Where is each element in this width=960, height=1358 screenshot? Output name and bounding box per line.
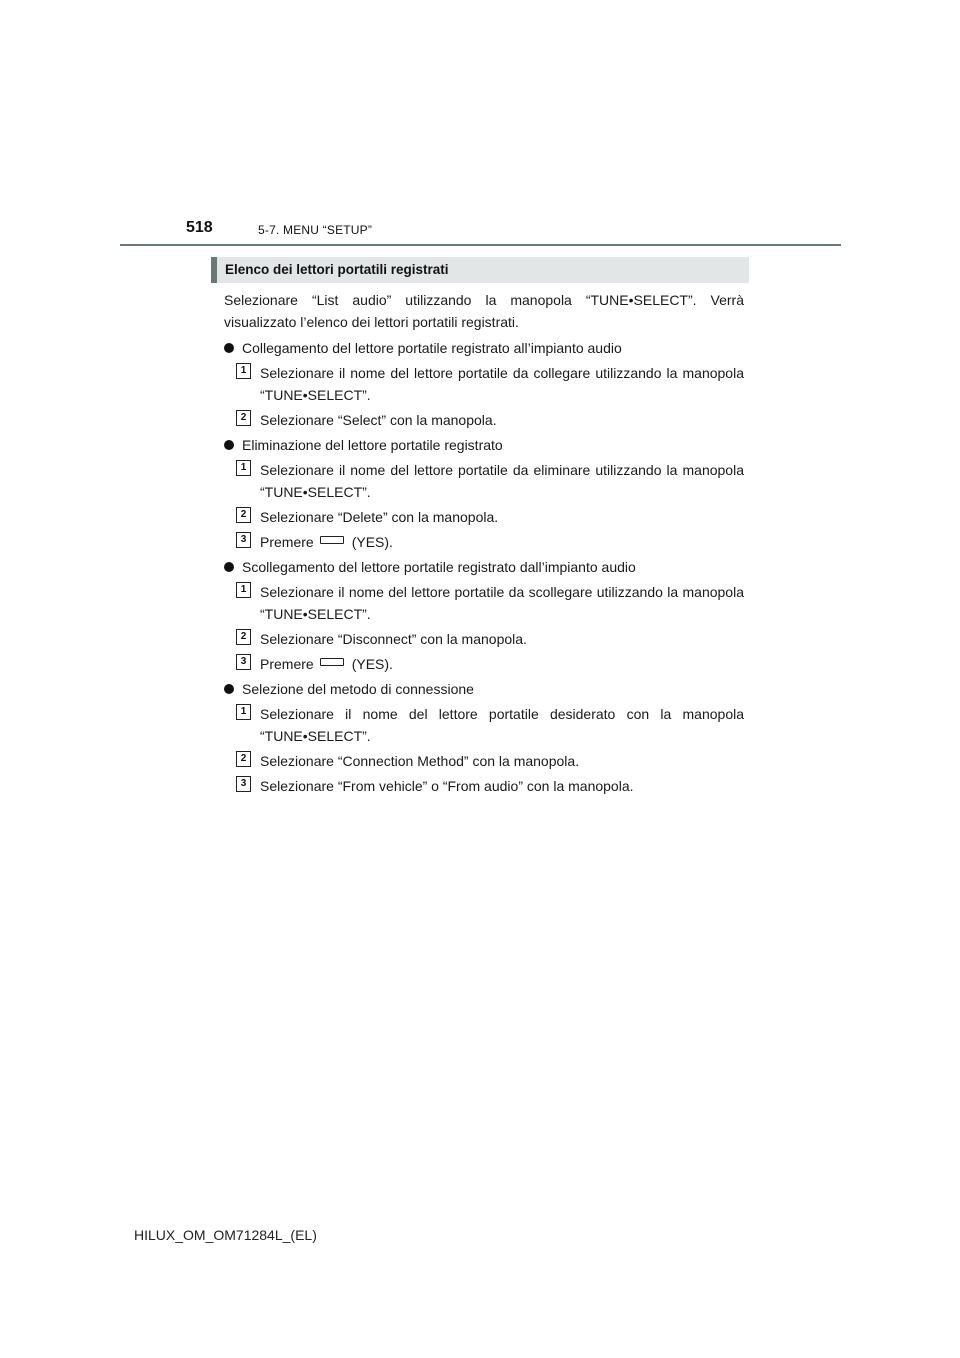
bullet-icon	[224, 343, 234, 353]
bullet-text: Selezione del metodo di connessione	[242, 681, 474, 697]
step-item	[224, 362, 744, 406]
step-text: Selezionare “From vehicle” o “From audio” con la manopola.	[260, 778, 634, 794]
step-number: 1	[236, 582, 251, 598]
step-number: 2	[236, 629, 251, 645]
step-text-pre: Premere	[260, 656, 314, 672]
step-item	[224, 409, 744, 431]
step-item	[224, 703, 744, 747]
button-icon	[320, 536, 344, 544]
step-text: Selezionare il nome del lettore portatile desiderato con la manopola “TUNE•SELECT”.	[260, 706, 744, 744]
step-number: 2	[236, 410, 251, 426]
step-text-post: (YES).	[351, 534, 393, 550]
bullet-icon	[224, 440, 234, 450]
bullet-text: Scollegamento del lettore portatile registrato dall’impianto audio	[242, 559, 636, 575]
step-text: Selezionare “Select” con la manopola.	[260, 412, 497, 428]
section-accent-bar	[211, 257, 217, 283]
step-text: Selezionare “Disconnect” con la manopola.	[260, 631, 527, 647]
step-number: 2	[236, 751, 251, 767]
header-divider	[120, 244, 841, 246]
section-title: Elenco dei lettori portatili registrati	[225, 262, 449, 277]
bullet-item	[224, 678, 744, 700]
step-number: 1	[236, 363, 251, 379]
bullet-text: Collegamento del lettore portatile registrato all’impianto audio	[242, 340, 622, 356]
step-text: Selezionare “Delete” con la manopola.	[260, 509, 499, 525]
step-number: 2	[236, 507, 251, 523]
step-item	[224, 581, 744, 625]
step-text-pre: Premere	[260, 534, 314, 550]
step-text: Selezionare il nome del lettore portatile da eliminare utilizzando la manopola “TUNE•SELECT”.	[260, 462, 744, 500]
footer-doc-code: HILUX_OM_OM71284L_(EL)	[134, 1227, 317, 1243]
step-item	[224, 775, 744, 797]
bullet-icon	[224, 684, 234, 694]
bullet-text: Eliminazione del lettore portatile registrato	[242, 437, 503, 453]
step-text: Selezionare il nome del lettore portatile da collegare utilizzando la manopola “TUNE•SELECT”.	[260, 365, 744, 403]
intro-paragraph: Selezionare “List audio” utilizzando la manopola “TUNE•SELECT”. Verrà visualizzato l’elenco dei lettori portatili registrati.	[224, 292, 744, 330]
bullet-item	[224, 337, 744, 359]
step-text-post: (YES).	[351, 656, 393, 672]
step-text: Selezionare il nome del lettore portatile da scollegare utilizzando la manopola “TUNE•SELECT”.	[260, 584, 744, 622]
step-item	[224, 628, 744, 650]
step-item	[224, 506, 744, 528]
step-item	[224, 531, 744, 553]
bullet-icon	[224, 562, 234, 572]
step-item	[224, 653, 744, 675]
bullet-item	[224, 434, 744, 456]
chapter-title: 5-7. MENU “SETUP”	[258, 223, 373, 237]
step-number: 1	[236, 704, 251, 720]
step-number: 3	[236, 776, 251, 792]
step-text: Selezionare “Connection Method” con la manopola.	[260, 753, 580, 769]
page-number: 518	[186, 219, 213, 236]
step-number: 3	[236, 532, 251, 548]
step-item	[224, 750, 744, 772]
main-content	[224, 289, 744, 800]
bullet-item	[224, 556, 744, 578]
step-number: 3	[236, 654, 251, 670]
section-heading	[211, 257, 749, 283]
step-number: 1	[236, 460, 251, 476]
step-item	[224, 459, 744, 503]
button-icon	[320, 658, 344, 666]
